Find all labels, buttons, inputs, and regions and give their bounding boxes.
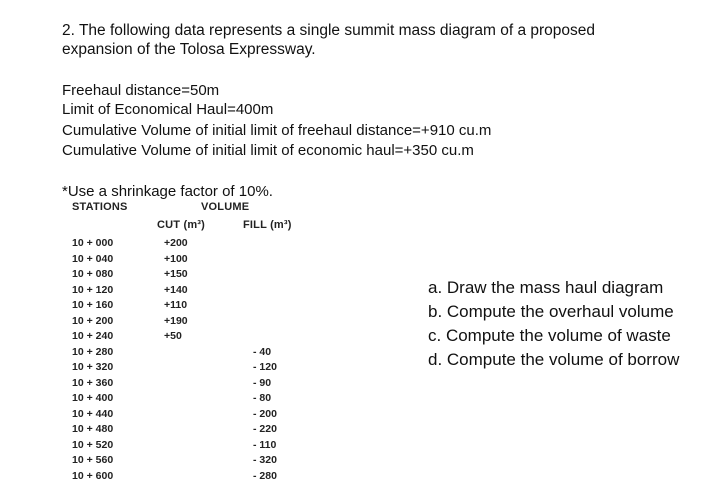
cut-cell: +190	[164, 314, 188, 327]
cut-cell: +50	[164, 330, 182, 342]
problem-line-1: 2. The following data represents a single summit mass diagram of a proposed	[62, 22, 596, 39]
cut-header: CUT (m³)	[157, 219, 206, 231]
station-cell: 10 + 480	[72, 423, 114, 435]
given-cumulative-freehaul: Cumulative Volume of initial limit of freehaul distance=+910 cu.m	[62, 122, 492, 139]
fill-cell: - 40	[253, 345, 272, 358]
fill-header: FILL (m³)	[243, 219, 292, 231]
station-cell: 10 + 040	[72, 252, 114, 265]
station-cell: 10 + 600	[72, 469, 114, 482]
cut-cell: +200	[164, 237, 188, 249]
station-cell: 10 + 440	[72, 407, 114, 420]
problem-line-2: expansion of the Tolosa Expressway.	[62, 41, 316, 58]
fill-cell: - 120	[253, 361, 277, 373]
fill-cell: - 320	[253, 454, 277, 466]
cut-cell: +100	[164, 252, 188, 265]
given-freehaul-distance: Freehaul distance=50m	[62, 82, 220, 99]
station-cell: 10 + 400	[72, 392, 114, 404]
station-cell: 10 + 000	[72, 237, 114, 249]
station-cell: 10 + 200	[72, 314, 114, 327]
fill-cell: - 220	[253, 423, 277, 435]
task-c: c. Compute the volume of waste	[428, 326, 671, 345]
cut-cell: +110	[164, 299, 188, 311]
station-cell: 10 + 120	[72, 283, 114, 296]
station-cell: 10 + 240	[72, 330, 114, 342]
station-cell: 10 + 160	[72, 299, 114, 311]
task-a: a. Draw the mass haul diagram	[428, 278, 664, 297]
cut-cell: +150	[164, 268, 188, 280]
cut-cell: +140	[164, 283, 188, 296]
station-cell: 10 + 520	[72, 438, 114, 451]
given-economical-haul-limit: Limit of Economical Haul=400m	[62, 101, 274, 118]
fill-cell: - 80	[253, 392, 272, 404]
station-cell: 10 + 560	[72, 454, 114, 466]
fill-cell: - 90	[253, 376, 272, 389]
task-b: b. Compute the overhaul volume	[428, 302, 674, 321]
station-cell: 10 + 320	[72, 361, 114, 373]
stations-header: STATIONS	[72, 201, 128, 213]
station-cell: 10 + 080	[72, 268, 114, 280]
given-cumulative-economic-haul: Cumulative Volume of initial limit of economic haul=+350 cu.m	[62, 142, 474, 159]
station-cell: 10 + 280	[72, 345, 114, 358]
fill-cell: - 280	[253, 469, 277, 482]
fill-cell: - 110	[253, 438, 277, 451]
volume-header: VOLUME	[201, 201, 250, 213]
fill-cell: - 200	[253, 407, 277, 420]
task-d: d. Compute the volume of borrow	[428, 350, 680, 369]
shrinkage-note: *Use a shrinkage factor of 10%.	[62, 183, 273, 200]
station-cell: 10 + 360	[72, 376, 114, 389]
